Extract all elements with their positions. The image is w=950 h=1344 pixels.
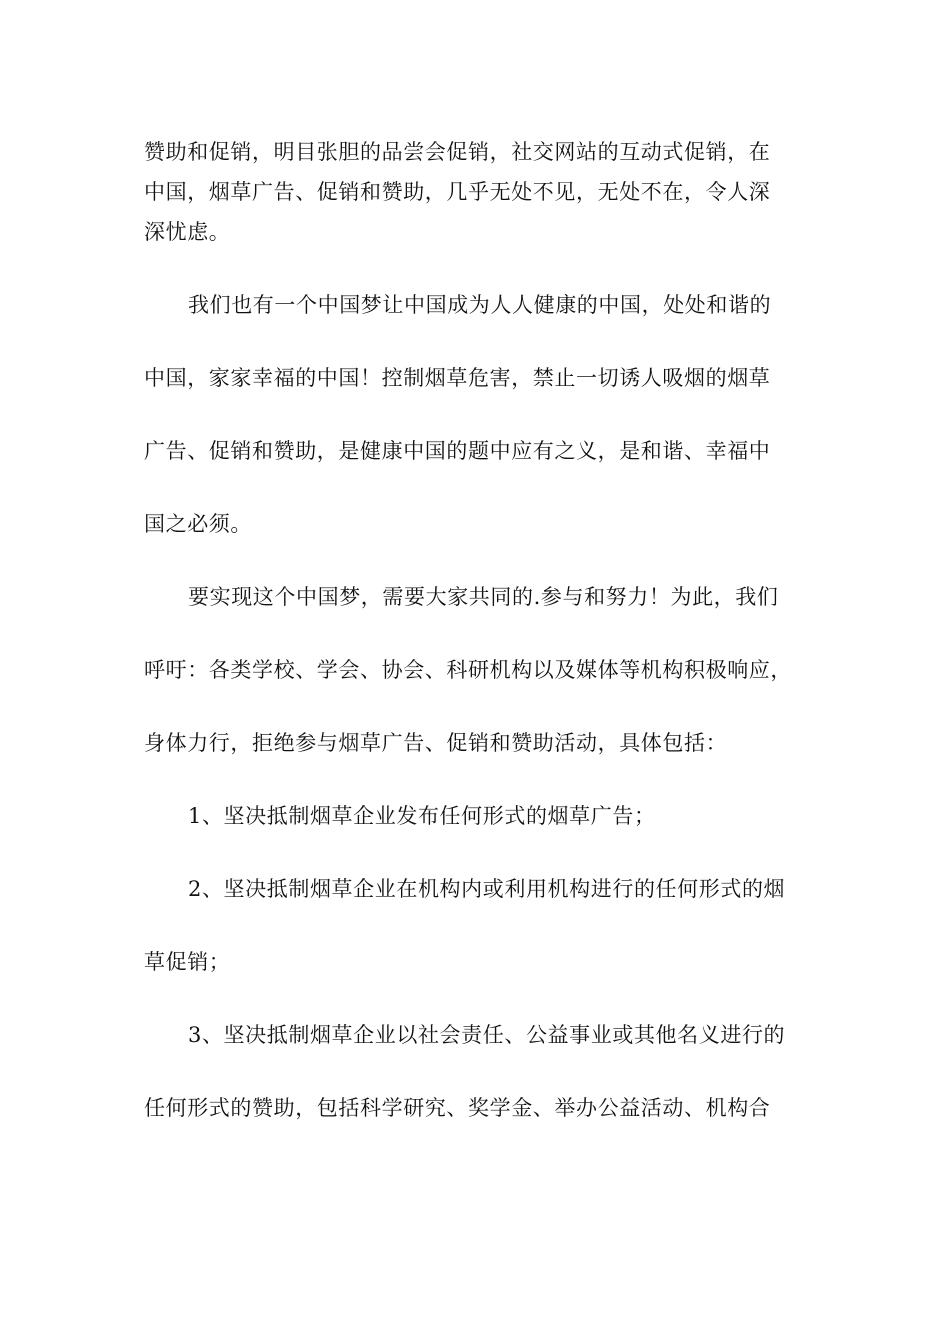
list-item — [144, 1015, 808, 1128]
text-line: 赞助和促销，明目张胆的品尝会促销，社交网站的互动式促销，在 — [144, 140, 771, 164]
text-line: 深忧虑。 — [144, 220, 231, 244]
text-line: 中国，家家幸福的中国！控制烟草危害，禁止一切诱人吸烟的烟草 — [144, 366, 771, 390]
text-line: 我们也有一个中国梦让中国成为人人健康的中国，处处和谐的 — [188, 293, 772, 317]
text-line: 3、坚决抵制烟草企业以社会责任、公益事业或其他名义进行的 — [188, 1023, 786, 1047]
text-line: 要实现这个中国梦，需要大家共同的.参与和努力！为此，我们 — [188, 585, 779, 609]
text-line: 2、坚决抵制烟草企业在机构内或利用机构进行的任何形式的烟 — [188, 877, 786, 901]
paragraph — [144, 132, 808, 252]
paragraph — [144, 285, 808, 544]
text-line: 广告、促销和赞助，是健康中国的题中应有之义，是和谐、幸福中 — [144, 439, 771, 463]
text-line: 中国，烟草广告、促销和赞助，几乎无处不见，无处不在，令人深 — [144, 180, 771, 204]
text-line: 呼吁：各类学校、学会、协会、科研机构以及媒体等机构积极响应， — [144, 658, 792, 682]
document-body — [144, 132, 808, 1128]
text-line: 身体力行，拒绝参与烟草广告、促销和赞助活动，具体包括： — [144, 731, 728, 755]
paragraph — [144, 577, 808, 763]
text-line: 1、坚决抵制烟草企业发布任何形式的烟草广告； — [188, 804, 656, 828]
list-item — [144, 869, 808, 982]
list-item — [144, 796, 808, 836]
text-line: 任何形式的赞助，包括科学研究、奖学金、举办公益活动、机构合 — [144, 1096, 771, 1120]
text-line: 国之必须。 — [144, 512, 252, 536]
text-line: 草促销； — [144, 950, 231, 974]
